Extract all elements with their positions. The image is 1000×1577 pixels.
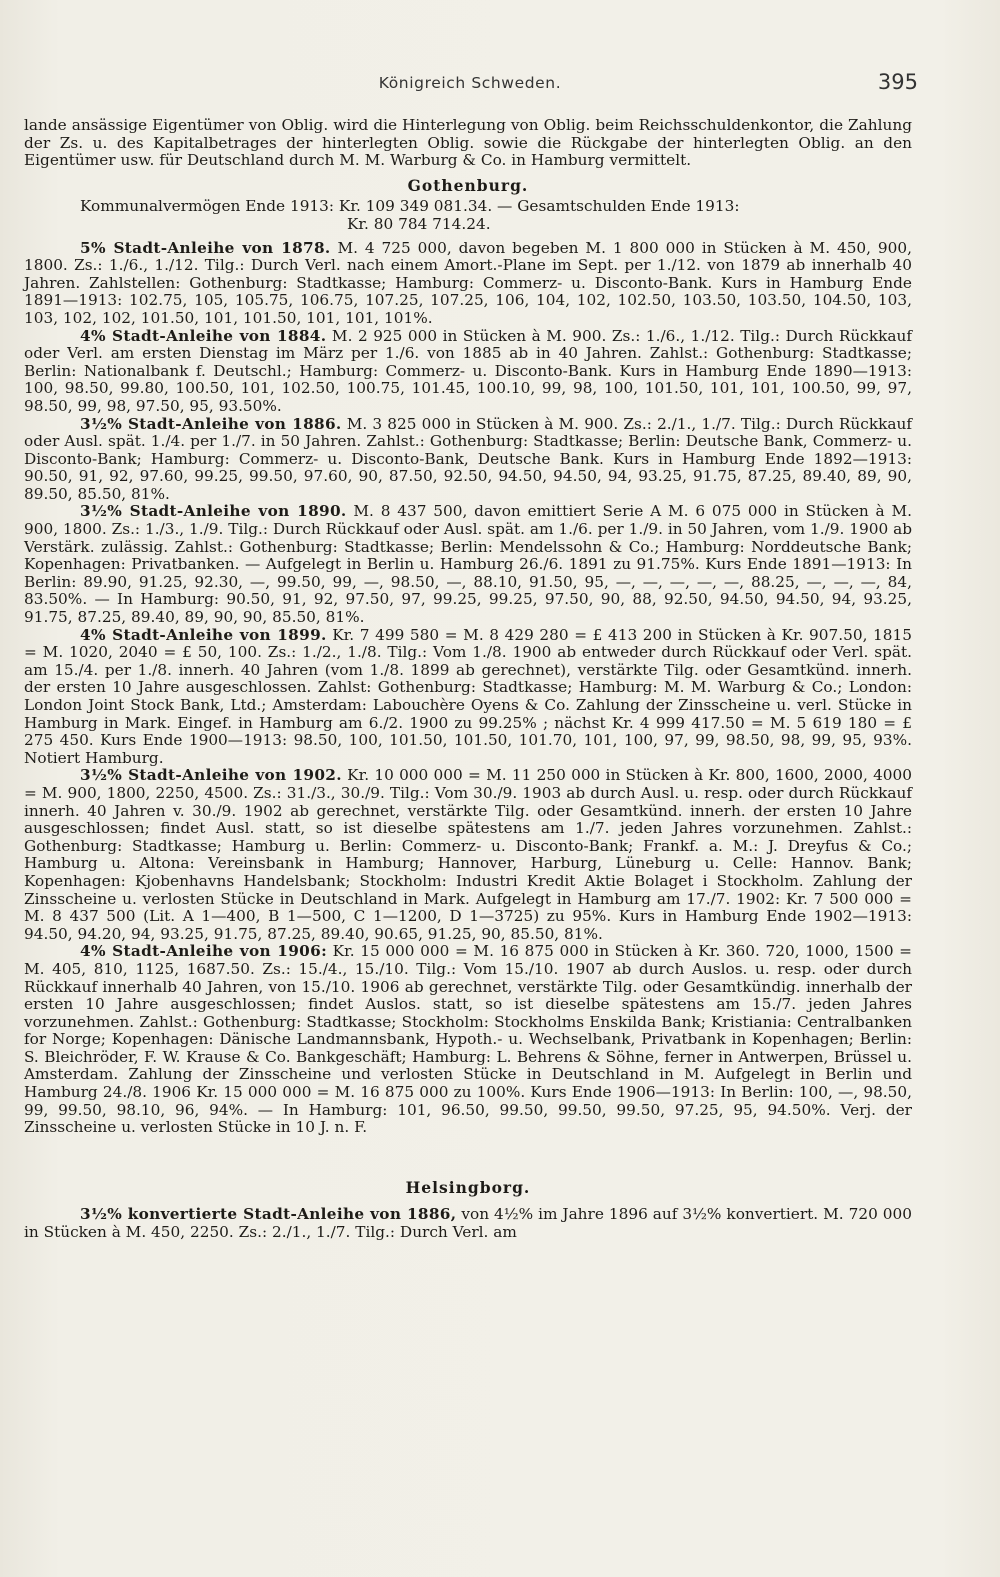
- loan-entry: [24, 416, 912, 504]
- loan-title: 4% Stadt-Anleihe von 1899.: [80, 625, 327, 644]
- page-header: [22, 70, 918, 104]
- loan-entry: [24, 503, 912, 626]
- loan-title: 4% Stadt-Anleihe von 1906:: [80, 942, 328, 961]
- kommunal-line-2: Kr. 80 784 714.24.: [347, 214, 491, 233]
- page-body: [24, 117, 912, 1242]
- loan-entry: [24, 328, 912, 416]
- loan-entry: [24, 627, 912, 768]
- page-number: 395: [877, 70, 918, 94]
- running-title: Königreich Schweden.: [378, 74, 562, 92]
- loan-text: von 4½% im Jahre 1896 auf 3½% konvertiert. M. 720 000 in Stücken à M. 450, 2250. Zs.: 2./1., 1./7. Tilg.: Durch Verl. am: [24, 1205, 912, 1242]
- loan-text: Kr. 7 499 580 = M. 8 429 280 = £ 413 200 in Stücken à Kr. 907.50, 1815 = M. 1020, 2040 = £ 50, 100. Zs.: 1./2., 1./8. Tilg.: Vom 1./8. 1900 ab entweder durch Rückkauf oder Verl. spät. am 15./4. per 1./8. innerh. 40 Jahren (vom 1./8. 1899 ab gerechnet), verstärkte Tilg. oder Gesamtkünd. innerh. der ersten 10 Jahre ausgeschlossen. Zahlst: Gothenburg: Stadtkasse; Hamburg: M. M. Warburg & Co.; London: London Joint Stock Bank, Ltd.; Amsterdam: Labouchère Oyens & Co. Zahlung der Zinsscheine u. verl. Stücke in Hamburg in Mark. Eingef. in Hamburg am 6./2. 1900 zu 99.25% ; nächst Kr. 4 999 417.50 = M. 5 619 180 = £ 275 450. Kurs Ende 1900—1913: 98.50, 100, 101.50, 101.50, 101.70, 101, 100, 97, 99, 98.50, 98, 99, 95, 93%. Notiert Hamburg.: [24, 625, 912, 767]
- loan-title: 5% Stadt-Anleihe von 1878.: [80, 238, 331, 257]
- loan-text: M. 2 925 000 in Stücken à M. 900. Zs.: 1./6., 1./12. Tilg.: Durch Rückkauf oder Verl. am ersten Dienstag im März per 1./6. von 1885 ab in 40 Jahren. Zahlst.: Gothenburg: Stadtkasse; Berlin: Nationalbank f. Deutschl.; Hamburg: Commerz- u. Disconto-Bank. Kurs in Hamburg Ende 1890—1913: 100, 98.50, 99.80, 100.50, 101, 102.50, 100.75, 101.45, 100.10, 99, 98, 100, 101.50, 101, 101, 100.50, 99, 97, 98.50, 99, 98, 97.50, 95, 93.50%.: [24, 326, 912, 415]
- loan-entry: [24, 767, 912, 943]
- loan-title: 3½% Stadt-Anleihe von 1902.: [80, 766, 342, 785]
- loan-entry: [24, 943, 912, 1137]
- city-heading-gothenburg: Gothenburg.: [407, 175, 529, 195]
- loan-text: Kr. 10 000 000 = M. 11 250 000 in Stücken à Kr. 800, 1600, 2000, 4000 = M. 900, 1800, 2250, 4500. Zs.: 31./3., 30./9. Tilg.: Vom 30./9. 1903 ab durch Ausl. u. resp. oder durch Rückkauf innerh. 40 Jahren v. 30./9. 1902 ab gerechnet, verstärkte Tilg. oder Gesamtkünd. innerh. der ersten 10 Jahre ausgeschlossen; findet Ausl. statt, so ist dieselbe spätestens am 1./7. jeden Jahres vorzunehmen. Zahlst.: Gothenburg: Stadtkasse; Hamburg u. Berlin: Commerz- u. Disconto-Bank; Frankf. a. M.: J. Dreyfus & Co.; Hamburg u. Altona: Vereinsbank in Hamburg; Hannover, Harburg, Lüneburg u. Celle: Hannov. Bank; Kopenhagen: Kjobenhavns Handelsbank; Stockholm: Industri Kredit Aktie Bolaget i Stockholm. Zahlung der Zinsscheine u. verlosten Stücke in Deutschland in Mark. Aufgelegt in Hamburg am 17./7. 1902: Kr. 7 500 000 = M. 8 437 500 (Lit. A 1—400, B 1—500, C 1—1200, D 1—3725) zu 95%. Kurs in Hamburg Ende 1902—1913: 94.50, 94.20, 94, 93.25, 91.75, 87.25, 89.40, 90.65, 91.25, 90, 85.50, 81%.: [24, 766, 913, 943]
- loan-text: M. 8 437 500, davon emittiert Serie A M. 6 075 000 in Stücken à M. 900, 1800. Zs.: 1./3., 1./9. Tilg.: Durch Rückkauf oder Ausl. spät. am 1./6. per 1./9. in 50 Jahren, vom 1./9. 1900 ab Verstärk. zulässig. Zahlst.: Gothenburg: Stadtkasse; Berlin: Mendelssohn & Co.; Hamburg: Norddeutsche Bank; Kopenhagen: Privatbanken. — Aufgelegt in Berlin u. Hamburg 26./6. 1891 zu 91.75%. Kurs Ende 1891—1913: In Berlin: 89.90, 91.25, 92.30, —, 99.50, 99, —, 98.50, —, 88.10, 91.50, 95, —, —, —, —, —, 88.25, —, —, —, 84, 83.50%. — In Hamburg: 90.50, 91, 92, 97.50, 97, 99.25, 99.25, 97.50, 90, 88, 92.50, 94.50, 94.50, 94, 93.25, 91.75, 87.25, 89.40, 89, 90, 90, 85.50, 81%.: [24, 502, 913, 627]
- intro-paragraph: lande ansässige Eigentümer von Oblig. wird die Hinterlegung von Oblig. beim Reichsschuldenkontor, die Zahlung der Zs. u. des Kapitalbetrages der hinterlegten Oblig. sowie die Rückgabe der hinterlegten Oblig. an den Eigentümer usw. für Deutschland durch M. M. Warburg & Co. in Hamburg vermittelt.: [24, 116, 912, 170]
- loan-title: 3½% Stadt-Anleihe von 1886.: [80, 414, 342, 433]
- kommunal-line: Kommunalvermögen Ende 1913: Kr. 109 349 081.34. — Gesamtschulden Ende 1913:: [80, 197, 740, 216]
- loan-text: Kr. 15 000 000 = M. 16 875 000 in Stücken à Kr. 360. 720, 1000, 1500 = M. 405, 810, 1125, 1687.50. Zs.: 15./4., 15./10. Tilg.: Vom 15./10. 1907 ab durch Auslos. u. resp. oder durch Rückkauf innerhalb 40 Jahren, von 15./10. 1906 ab gerechnet, verstärkte Tilg. oder Gesamtkündig. innerhalb der ersten 10 Jahre ausgeschlossen; findet Auslos. statt, so ist dieselbe spätestens am 15./7. jeden Jahres vorzunehmen. Zahlst.: Gothenburg: Stadtkasse; Stockholm: Stockholms Enskilda Bank; Kristiania: Centralbanken for Norge; Kopenhagen: Dänische Landmannsbank, Hypoth.- u. Wechselbank, Privatbank in Kopenhagen; Berlin: S. Bleichröder, F. W. Krause & Co. Bankgeschäft; Hamburg: L. Behrens & Söhne, ferner in Antwerpen, Brüssel u. Amsterdam. Zahlung der Zinsscheine und verlosten Stücke in Deutschland in M. Aufgelegt in Berlin und Hamburg 24./8. 1906 Kr. 15 000 000 = M. 16 875 000 zu 100%. Kurs Ende 1906—1913: In Berlin: 100, —, 98.50, 99, 99.50, 98.10, 96, 94%. — In Hamburg: 101, 96.50, 99.50, 99.50, 99.50, 97.25, 95, 94.50%. Verj. der Zinsscheine u. verlosten Stücke in 10 J. n. F.: [24, 942, 912, 1137]
- loan-text: M. 4 725 000, davon begeben M. 1 800 000 in Stücken à M. 450, 900, 1800. Zs.: 1./6., 1./12. Tilg.: Durch Verl. nach einem Amort.-Plane im Sept. per 1./12. von 1879 ab innerhalb 40 Jahren. Zahlstellen: Gothenburg: Stadtkasse; Hamburg: Commerz- u. Disconto-Bank. Kurs in Hamburg Ende 1891—1913: 102.75, 105, 105.75, 106.75, 107.25, 107.25, 106, 104, 102, 102.50, 103.50, 103.50, 104.50, 103, 103, 102, 102, 101.50, 101, 101.50, 101, 101, 101%.: [24, 238, 912, 327]
- loan-text: M. 3 825 000 in Stücken à M. 900. Zs.: 2./1., 1./7. Tilg.: Durch Rückkauf oder Ausl. spät. 1./4. per 1./7. in 50 Jahren. Zahlst.: Gothenburg: Stadtkasse; Berlin: Deutsche Bank, Commerz- u. Disconto-Bank; Hamburg: Commerz- u. Disconto-Bank, Deutsche Bank. Kurs in Hamburg Ende 1892—1913: 90.50, 91, 92, 97.60, 99.25, 99.50, 97.60, 90, 87.50, 92.50, 94.50, 94.50, 94, 93.25, 91.75, 87.25, 89.40, 89, 90, 89.50, 85.50, 81%.: [24, 414, 912, 503]
- loan-entry: [24, 1206, 912, 1241]
- loan-title: 3½% Stadt-Anleihe von 1890.: [80, 502, 347, 521]
- loan-title: 3½% konvertierte Stadt-Anleihe von 1886,: [80, 1205, 457, 1224]
- loan-entry: [24, 240, 912, 328]
- loan-title: 4% Stadt-Anleihe von 1884.: [80, 326, 327, 345]
- city-heading-helsingborg: Helsingborg.: [405, 1177, 531, 1197]
